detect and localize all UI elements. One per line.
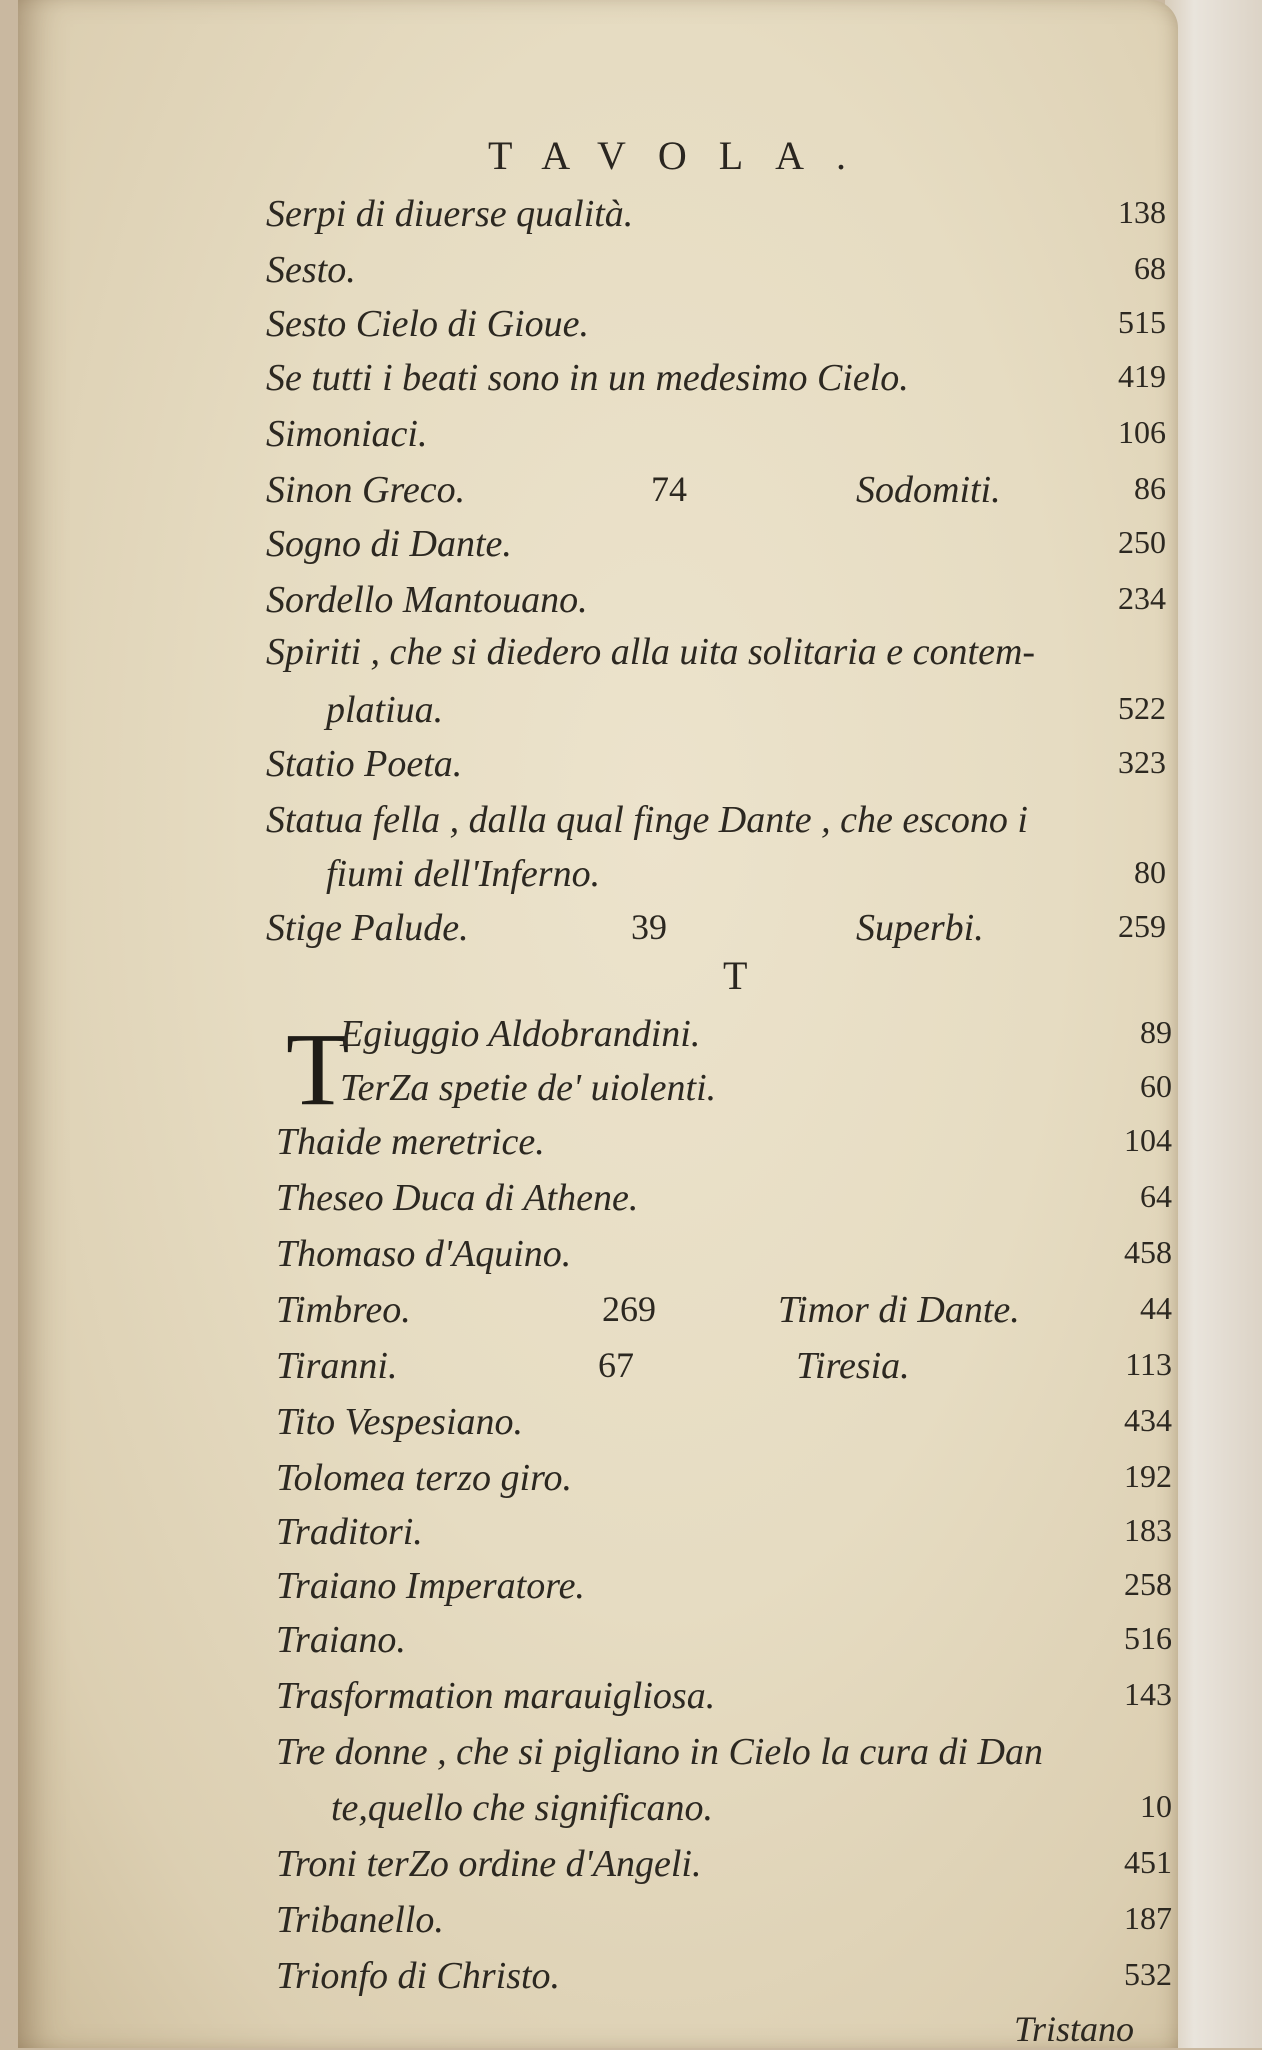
entry-title: Troni terZo ordine d'Angeli. bbox=[276, 1843, 702, 1885]
entry-title: Traiano. bbox=[276, 1619, 406, 1661]
index-entry bbox=[266, 412, 1166, 460]
entry-page: 10 bbox=[1140, 1788, 1172, 1824]
entry-title: Spiriti , che si diedero alla uita solitaria e contem- bbox=[266, 631, 1036, 673]
entry-page: 516 bbox=[1124, 1620, 1172, 1656]
entry-page: 234 bbox=[1118, 580, 1166, 616]
entry-page: 113 bbox=[1125, 1346, 1172, 1382]
entry-page: 104 bbox=[1124, 1122, 1172, 1158]
entry-page-a: 269 bbox=[602, 1289, 656, 1329]
index-entry bbox=[266, 522, 1166, 570]
entry-title: Thomaso d'Aquino. bbox=[276, 1233, 572, 1275]
index-entry bbox=[276, 1232, 1172, 1280]
entry-page: 458 bbox=[1124, 1234, 1172, 1270]
entry-title: Statio Poeta. bbox=[266, 743, 463, 785]
entry-page: 143 bbox=[1124, 1676, 1172, 1712]
drop-cap: T bbox=[286, 1012, 350, 1127]
entry-title: Tiranni. bbox=[276, 1345, 398, 1387]
index-entry-continuation bbox=[266, 688, 1166, 736]
index-entry bbox=[276, 1564, 1172, 1612]
index-entry bbox=[276, 1954, 1172, 2002]
index-entry bbox=[266, 302, 1166, 350]
entry-page: 44 bbox=[1140, 1290, 1172, 1326]
catchword: Tristano bbox=[1014, 2009, 1135, 2049]
entry-title-b: Superbi. bbox=[856, 907, 984, 949]
index-entry bbox=[276, 1898, 1172, 1946]
entry-page: 89 bbox=[1140, 1014, 1172, 1050]
index-entry-continuation bbox=[276, 1786, 1172, 1834]
entry-page: 86 bbox=[1134, 470, 1166, 506]
entry-title: Sordello Mantouano. bbox=[266, 579, 588, 621]
entry-page: 259 bbox=[1118, 908, 1166, 944]
book-page bbox=[18, 0, 1178, 2048]
entry-page: 323 bbox=[1118, 744, 1166, 780]
entry-title: Sinon Greco. bbox=[266, 469, 466, 511]
index-entry bbox=[276, 1510, 1172, 1558]
entry-title: Simoniaci. bbox=[266, 413, 428, 455]
entry-page: 451 bbox=[1124, 1844, 1172, 1880]
index-entry bbox=[276, 1674, 1172, 1722]
page-header: TAVOLA. bbox=[488, 133, 879, 178]
index-entry bbox=[276, 1120, 1172, 1168]
index-entry bbox=[266, 578, 1166, 626]
index-entry bbox=[276, 1176, 1172, 1224]
index-entry bbox=[266, 356, 1166, 404]
entry-title: Tolomea terzo giro. bbox=[276, 1457, 572, 1499]
entry-title: Tre donne , che si pigliano in Cielo la cura di Dan bbox=[276, 1731, 1043, 1773]
entry-title: Timbreo. bbox=[276, 1289, 411, 1331]
index-entry bbox=[266, 192, 1166, 240]
entry-page: 192 bbox=[1124, 1458, 1172, 1494]
entry-title-b: Sodomiti. bbox=[856, 469, 1001, 511]
index-entry bbox=[340, 1066, 1172, 1114]
index-entry bbox=[266, 630, 1166, 678]
section-letter: T bbox=[723, 953, 748, 998]
entry-title: Se tutti i beati sono in un medesimo Cielo. bbox=[266, 357, 909, 399]
entry-page: 434 bbox=[1124, 1402, 1172, 1438]
entry-title: Statua fella , dalla qual finge Dante , che escono i bbox=[266, 799, 1028, 841]
entry-page: 60 bbox=[1140, 1068, 1172, 1104]
index-entry bbox=[276, 1400, 1172, 1448]
index-entry bbox=[266, 798, 1166, 846]
entry-page: 183 bbox=[1124, 1512, 1172, 1548]
entry-page: 68 bbox=[1134, 250, 1166, 286]
index-entry bbox=[276, 1730, 1172, 1778]
entry-title: Theseo Duca di Athene. bbox=[276, 1177, 639, 1219]
entry-page: 532 bbox=[1124, 1956, 1172, 1992]
index-entry bbox=[266, 742, 1166, 790]
index-entry-double bbox=[276, 1288, 1172, 1336]
entry-page: 138 bbox=[1118, 194, 1166, 230]
entry-title-b: Tiresia. bbox=[796, 1345, 910, 1387]
entry-title: Trasformation marauigliosa. bbox=[276, 1675, 716, 1717]
entry-title-b: Timor di Dante. bbox=[778, 1289, 1020, 1331]
entry-page-a: 39 bbox=[631, 907, 667, 947]
entry-title: Trionfo di Christo. bbox=[276, 1955, 561, 1997]
index-entry bbox=[276, 1456, 1172, 1504]
entry-page: 64 bbox=[1140, 1178, 1172, 1214]
entry-title: Traiano Imperatore. bbox=[276, 1565, 585, 1607]
index-entry-double bbox=[276, 1344, 1172, 1392]
index-entry bbox=[266, 248, 1166, 296]
entry-title: TerZa spetie de' uiolenti. bbox=[340, 1067, 717, 1109]
entry-title: fiumi dell'Inferno. bbox=[326, 853, 601, 895]
index-entry bbox=[340, 1012, 1172, 1060]
entry-title: Traditori. bbox=[276, 1511, 423, 1553]
entry-page: 80 bbox=[1134, 854, 1166, 890]
entry-page-a: 74 bbox=[651, 469, 687, 509]
entry-page-a: 67 bbox=[598, 1345, 634, 1385]
entry-title: Tito Vespesiano. bbox=[276, 1401, 524, 1443]
entry-page: 258 bbox=[1124, 1566, 1172, 1602]
entry-title: Sesto. bbox=[266, 249, 356, 291]
index-entry-double bbox=[266, 906, 1166, 954]
entry-title: platiua. bbox=[326, 689, 444, 731]
index-entry bbox=[276, 1618, 1172, 1666]
entry-title: Sesto Cielo di Gioue. bbox=[266, 303, 589, 345]
index-entry-double bbox=[266, 468, 1166, 516]
entry-page: 419 bbox=[1118, 358, 1166, 394]
entry-page: 250 bbox=[1118, 524, 1166, 560]
index-entry bbox=[276, 1842, 1172, 1890]
entry-title: Sogno di Dante. bbox=[266, 523, 512, 565]
entry-page: 522 bbox=[1118, 690, 1166, 726]
entry-title: Egiuggio Aldobrandini. bbox=[340, 1013, 701, 1055]
entry-title: Tribanello. bbox=[276, 1899, 444, 1941]
entry-page: 515 bbox=[1118, 304, 1166, 340]
entry-title: Thaide meretrice. bbox=[276, 1121, 545, 1163]
entry-title: Serpi di diuerse qualità. bbox=[266, 193, 634, 235]
index-entry-continuation bbox=[266, 852, 1166, 900]
adjacent-page-edge bbox=[1165, 0, 1262, 2048]
entry-title: te,quello che significano. bbox=[331, 1787, 714, 1829]
entry-page: 187 bbox=[1124, 1900, 1172, 1936]
entry-page: 106 bbox=[1118, 414, 1166, 450]
entry-title: Stige Palude. bbox=[266, 907, 469, 949]
